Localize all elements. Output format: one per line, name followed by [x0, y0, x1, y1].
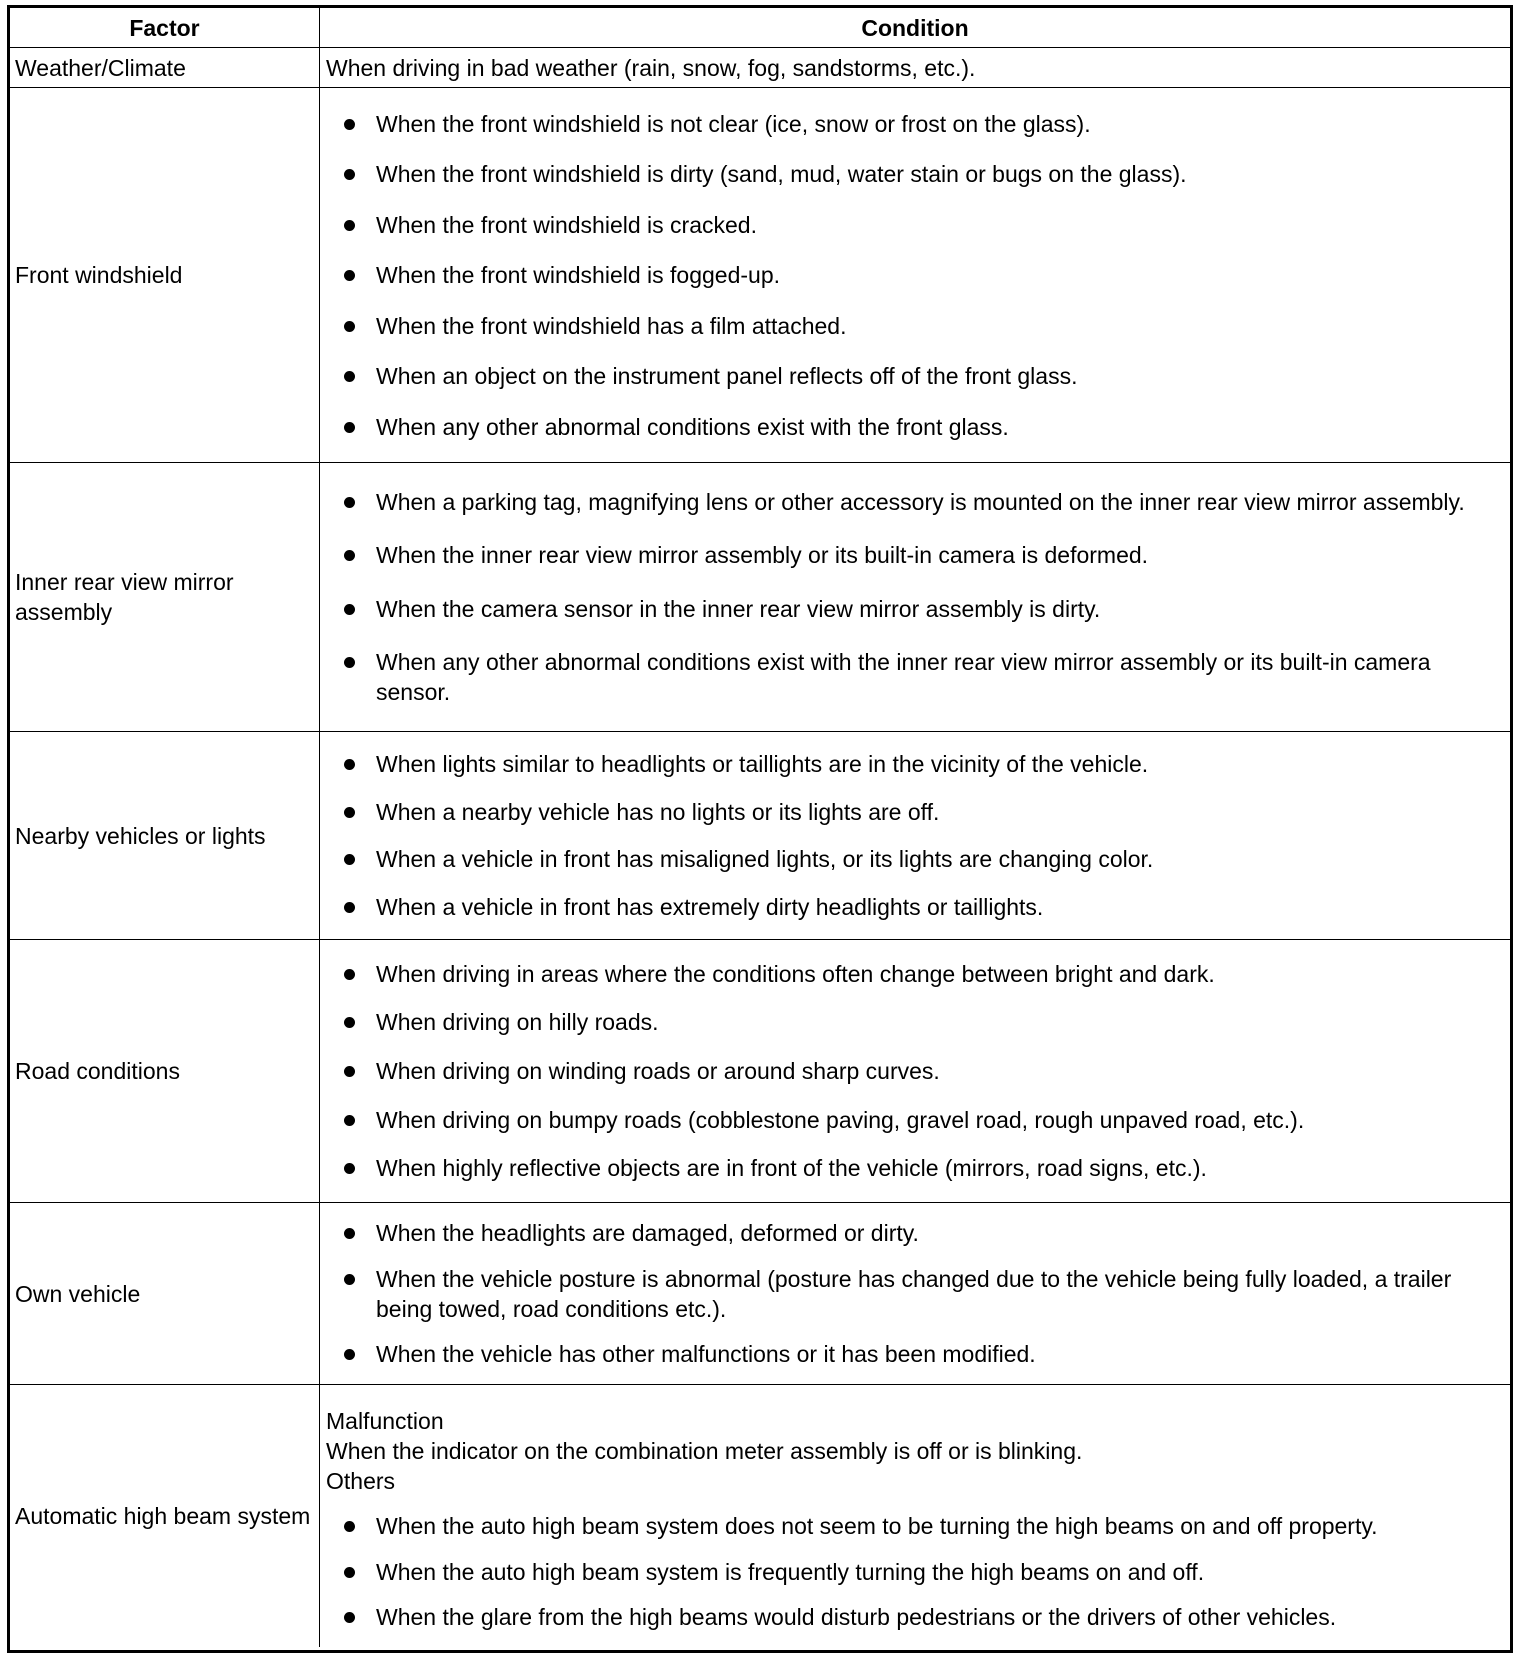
list-item-text: When an object on the instrument panel reflects off of the front glass.: [376, 363, 1078, 389]
factor-cell: Weather/Climate: [10, 48, 320, 87]
factor-cell: Front windshield: [10, 88, 320, 462]
list-item-text: When a vehicle in front has misaligned lights, or its lights are changing color.: [376, 846, 1154, 873]
bullet-icon: [344, 1066, 355, 1077]
list-item-text: When highly reflective objects are in front of the vehicle (mirrors, road signs, etc.).: [376, 1155, 1207, 1182]
list-item: [326, 1153, 1504, 1183]
factor-cell: Road conditions: [10, 940, 320, 1202]
list-item: [326, 797, 1504, 827]
table-row: [10, 940, 1510, 1203]
bullet-icon: [344, 1228, 355, 1239]
list-item: [326, 1511, 1504, 1541]
list-item-text: When the headlights are damaged, deformed or dirty.: [376, 1220, 919, 1247]
bullet-icon: [344, 321, 355, 332]
list-item: [326, 487, 1504, 517]
factor-cell: Nearby vehicles or lights: [10, 732, 320, 939]
list-item-text: When driving on hilly roads.: [376, 1009, 659, 1036]
list-item-text: When the front windshield is dirty (sand, mud, water stain or bugs on the glass).: [376, 161, 1187, 187]
list-item: [326, 1056, 1504, 1086]
list-item-text: When any other abnormal conditions exist with the inner rear view mirror assembly or its built-in camera sensor.: [376, 649, 1431, 706]
conditions-table: [7, 5, 1513, 1653]
bullet-icon: [344, 807, 355, 818]
list-item: [326, 1218, 1504, 1248]
bullet-icon: [344, 604, 355, 615]
bullet-icon: [344, 1349, 355, 1360]
list-item: [326, 749, 1504, 779]
table-row: [10, 88, 1510, 463]
condition-text: When the indicator on the combination meter assembly is off or is blinking.: [326, 1438, 1083, 1465]
bullet-icon: [344, 1612, 355, 1623]
condition-column-header: Condition: [861, 14, 969, 41]
list-item: [326, 311, 1504, 341]
table-row: [10, 463, 1510, 732]
list-item: [326, 1602, 1504, 1632]
list-item-text: When the front windshield is fogged-up.: [376, 262, 781, 288]
list-item-text: When the auto high beam system is frequently turning the high beams on and off.: [376, 1558, 1205, 1585]
condition-preamble: [326, 1400, 1504, 1496]
table-row: [10, 48, 1510, 88]
bullet-icon: [344, 1017, 355, 1028]
list-item-text: When the front windshield is cracked.: [376, 211, 757, 238]
list-item-text: When driving on bumpy roads (cobblestone paving, gravel road, rough unpaved road, etc.).: [376, 1106, 1305, 1133]
list-item: [326, 1557, 1504, 1587]
bullet-icon: [344, 854, 355, 865]
bullet-icon: [344, 1115, 355, 1126]
factor-cell: Own vehicle: [10, 1203, 320, 1384]
bullet-icon: [344, 119, 355, 130]
list-item-text: When driving in areas where the conditions often change between bright and dark.: [376, 960, 1215, 987]
list-item: [326, 1264, 1504, 1324]
list-item-text: When a parking tag, magnifying lens or other accessory is mounted on the inner rear view mirror assembly.: [376, 488, 1465, 515]
list-item: [326, 1007, 1504, 1037]
bullet-icon: [344, 1163, 355, 1174]
condition-cell: [320, 1203, 1510, 1384]
list-item-text: When lights similar to headlights or taillights are in the vicinity of the vehicle.: [376, 751, 1149, 778]
list-item: [326, 412, 1504, 442]
list-item-text: When the auto high beam system does not seem to be turning the high beams on and off property.: [376, 1513, 1378, 1540]
list-item: [326, 844, 1504, 874]
list-item: [326, 159, 1504, 189]
condition-cell: [320, 88, 1510, 462]
list-item-text: When the inner rear view mirror assembly or its built-in camera is deformed.: [376, 542, 1149, 569]
list-item-text: When a vehicle in front has extremely dirty headlights or taillights.: [376, 893, 1044, 920]
list-item: [326, 647, 1504, 707]
condition-cell: [320, 48, 1510, 87]
table-row: [10, 732, 1510, 940]
list-item-text: When the camera sensor in the inner rear view mirror assembly is dirty.: [376, 595, 1101, 622]
condition-cell: [320, 940, 1510, 1202]
condition-text: When driving in bad weather (rain, snow, fog, sandstorms, etc.).: [326, 54, 976, 81]
condition-cell: [320, 463, 1510, 731]
condition-subheading-malfunction: Malfunction: [326, 1408, 444, 1435]
bullet-icon: [344, 902, 355, 913]
bullet-icon: [344, 422, 355, 433]
bullet-icon: [344, 270, 355, 281]
list-item: [326, 959, 1504, 989]
list-item-text: When any other abnormal conditions exist with the front glass.: [376, 413, 1009, 440]
list-item-text: When the front windshield has a film attached.: [376, 312, 847, 339]
table-header-row: [10, 8, 1510, 48]
list-item: [326, 260, 1504, 290]
list-item-text: When the vehicle posture is abnormal (posture has changed due to the vehicle being fully loaded, a trailer being towed, road conditions etc.).: [376, 1265, 1452, 1322]
list-item: [326, 892, 1504, 922]
condition-cell: [320, 1385, 1510, 1647]
table-row: [10, 1203, 1510, 1385]
bullet-icon: [344, 169, 355, 180]
factor-cell: Inner rear view mirror assembly: [10, 463, 320, 731]
list-item: [326, 1105, 1504, 1135]
list-item: [326, 540, 1504, 570]
bullet-icon: [344, 1521, 355, 1532]
bullet-icon: [344, 220, 355, 231]
condition-subheading-others: Others: [326, 1468, 396, 1495]
bullet-icon: [344, 550, 355, 561]
bullet-icon: [344, 371, 355, 382]
list-item: [326, 210, 1504, 240]
list-item-text: When the vehicle has other malfunctions or it has been modified.: [376, 1340, 1036, 1367]
list-item-text: When the glare from the high beams would disturb pedestrians or the drivers of other vehicles.: [376, 1603, 1337, 1630]
factor-cell: Automatic high beam system: [10, 1385, 320, 1647]
bullet-icon: [344, 1567, 355, 1578]
bullet-icon: [344, 497, 355, 508]
bullet-icon: [344, 969, 355, 980]
bullet-icon: [344, 1274, 355, 1285]
factor-column-header: Factor: [10, 8, 320, 47]
bullet-icon: [344, 759, 355, 770]
table-row: [10, 1385, 1510, 1647]
list-item-text: When driving on winding roads or around sharp curves.: [376, 1057, 940, 1084]
condition-cell: [320, 732, 1510, 939]
list-item: [326, 361, 1504, 391]
list-item-text: When a nearby vehicle has no lights or its lights are off.: [376, 798, 940, 825]
bullet-icon: [344, 657, 355, 668]
list-item: [326, 1339, 1504, 1369]
list-item-text: When the front windshield is not clear (ice, snow or frost on the glass).: [376, 110, 1091, 137]
list-item: [326, 594, 1504, 624]
list-item: [326, 109, 1504, 139]
